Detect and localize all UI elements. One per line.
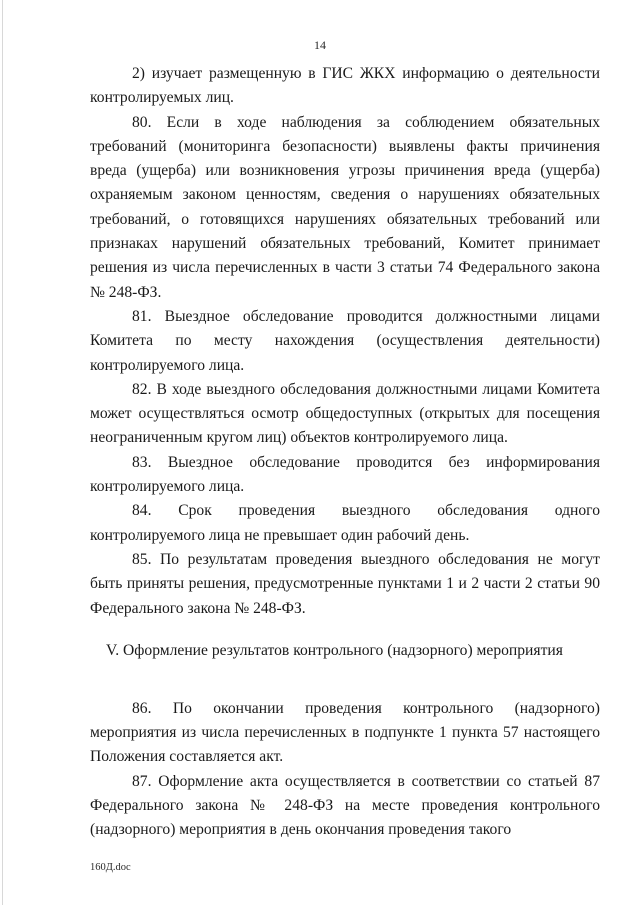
page-number: 14 — [314, 38, 326, 52]
document-body — [90, 62, 600, 843]
footer-filename: 160Д.doc — [90, 862, 131, 873]
section-heading: V. Оформление результатов контрольного (надзорного) мероприятия — [106, 641, 563, 659]
paragraph-item-2: 2) изучает размещенную в ГИС ЖКХ информацию о деятельности контролируемых лиц. — [90, 65, 600, 107]
paragraph-86: 86. По окончании проведения контрольного (надзорного) мероприятия из числа перечисленных в подпункте 1 пункта 57 настоящего Положения составляется акт. — [90, 699, 600, 766]
paragraph-82: 82. В ходе выездного обследования должностными лицами Комитета может осуществляться осмотр общедоступных (открытых для посещения неограниченным кругом лиц) объектов контролируемого лица. — [90, 380, 600, 447]
paragraph-81: 81. Выездное обследование проводится должностными лицами Комитета по месту нахождения (осуществления деятельности) контролируемого лица. — [90, 307, 600, 374]
paragraph-80: 80. Если в ходе наблюдения за соблюдением обязательных требований (мониторинга безопасности) выявлены факты причинения вреда (ущерба) или возникновения угрозы причинения вреда (ущерба) охраняемым законом ценностям, сведения о нарушениях обязательных требований, о готовящихся нарушениях обязательных требований или признаках нарушений обязательных требований, Комитет принимает решения из числа перечисленных в части 3 статьи 74 Федерального закона № 248-ФЗ. — [90, 113, 600, 301]
paragraph-85: 85. По результатам проведения выездного обследования не могут быть приняты решения, предусмотренные пунктами 1 и 2 части 2 статьи 90 Федерального закона № 248-ФЗ. — [90, 550, 600, 617]
paragraph-83: 83. Выездное обследование проводится без информирования контролируемого лица. — [90, 453, 600, 496]
paragraph-87: 87. Оформление акта осуществляется в соответствии со статьей 87 Федерального закона № 248-ФЗ на месте проведения контрольного (надзорного) мероприятия в день окончания проведения такого — [90, 772, 600, 839]
paragraph-84: 84. Срок проведения выездного обследования одного контролируемого лица не превышает один рабочий день. — [90, 502, 600, 544]
